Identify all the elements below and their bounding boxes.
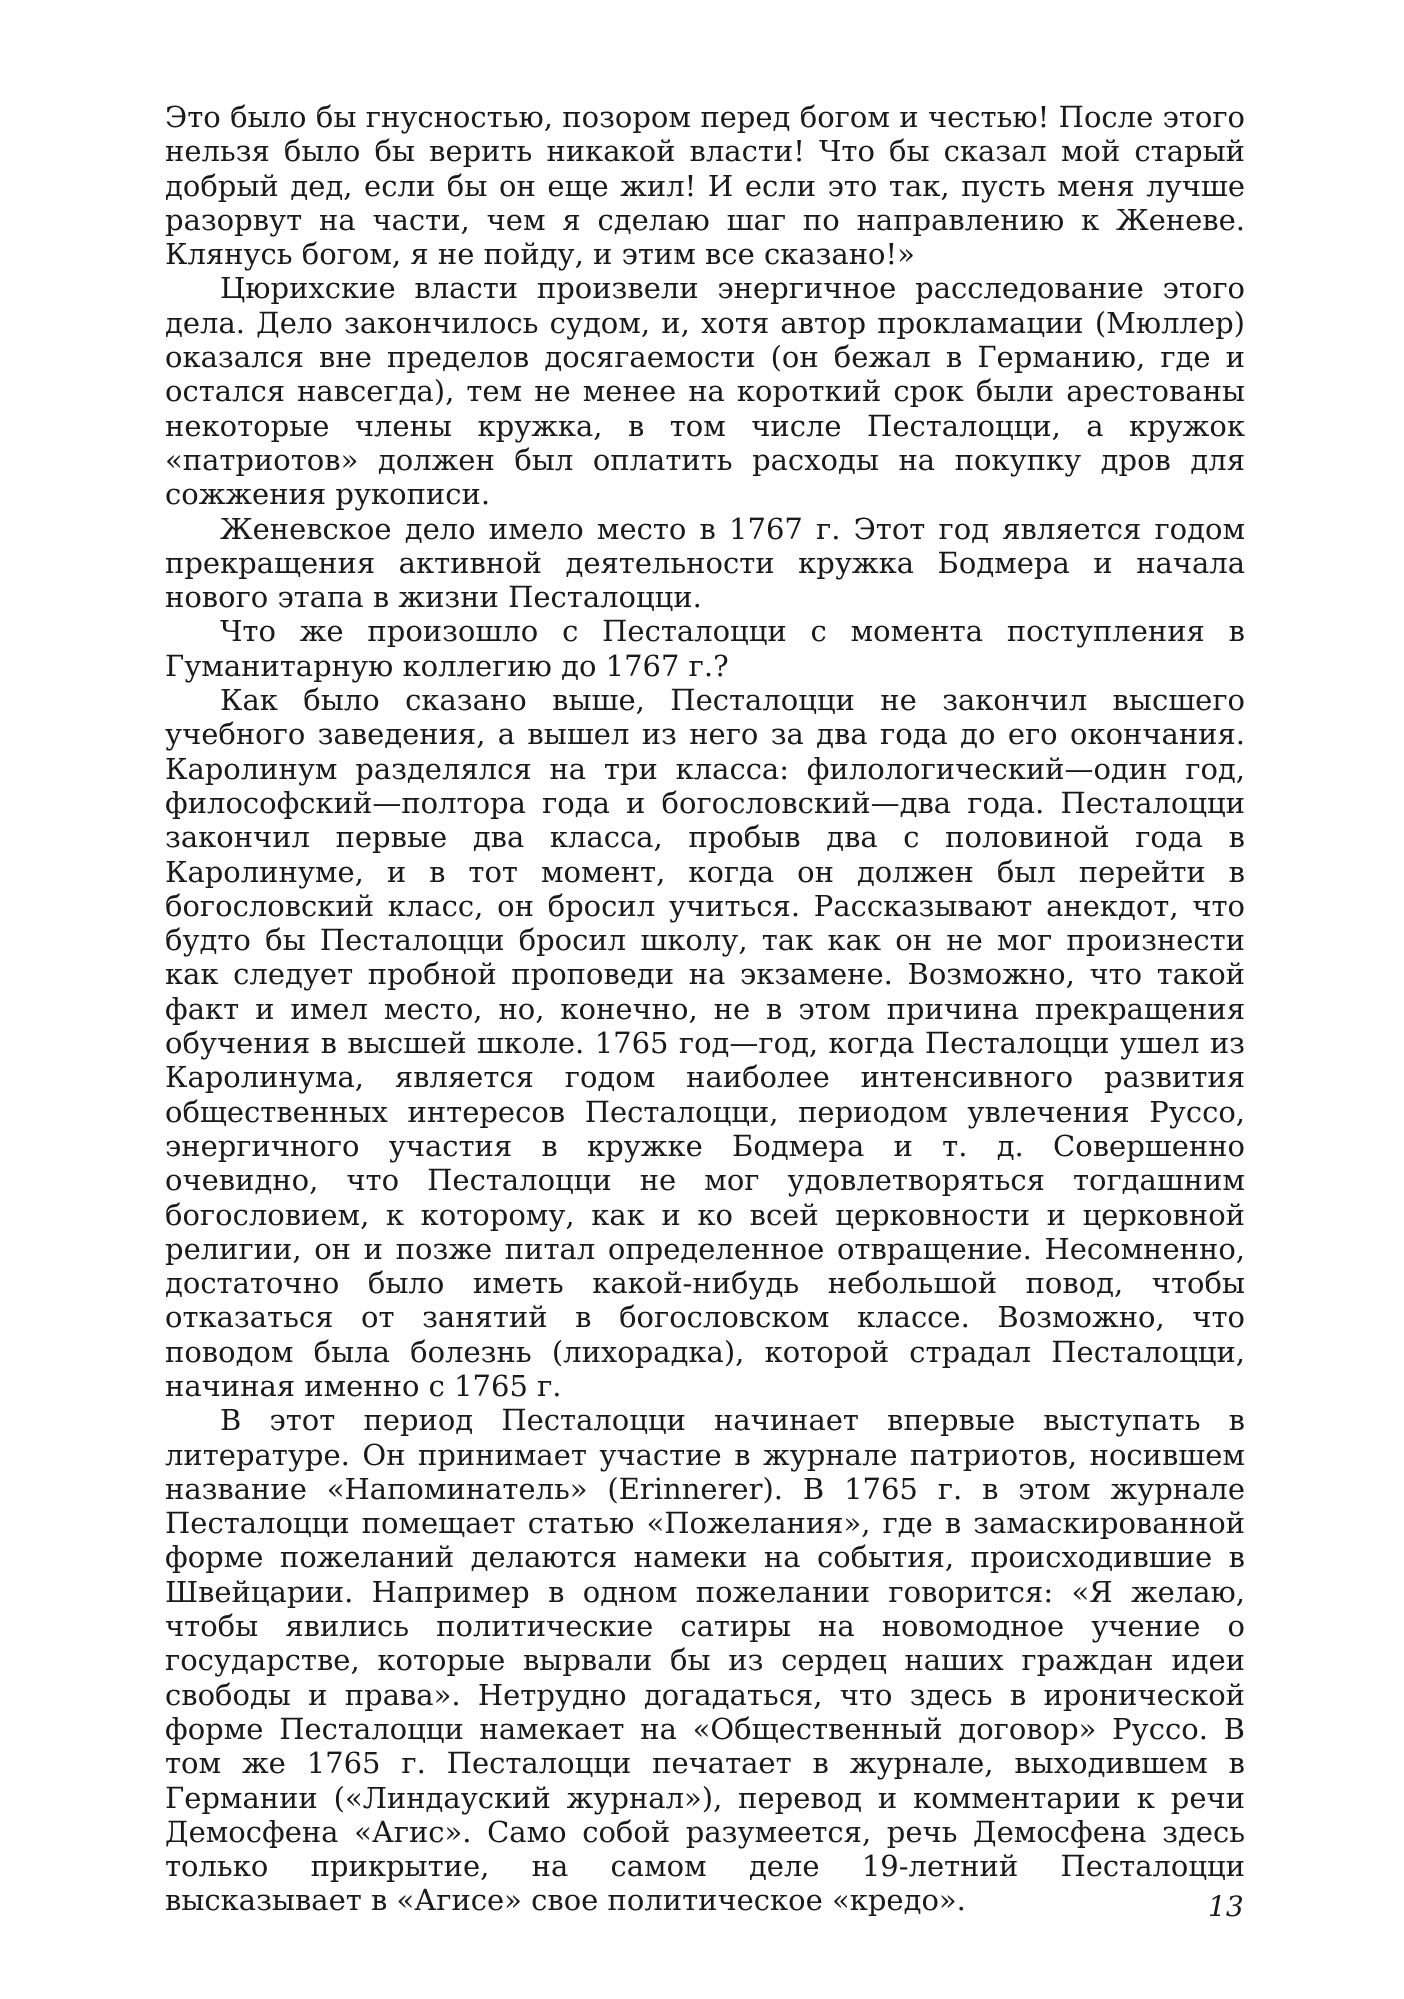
page-number: 13 <box>1208 1890 1244 1923</box>
paragraph-6: В этот период Песталоцци начинает впервые выступать в литературе. Он принимает участие в журнале патриотов, носившем название «Напоминатель» (Erinnerer). В 1765 г. в этом журнале Песталоцци помещает статью «Пожелания», где в замаскированной форме пожеланий делаются намеки на события, происходившие в Швейцарии. Например в одном пожелании говорится: «Я желаю, чтобы явились политические сатиры на новомодное учение о государстве, которые вырвали бы из сердец наших граждан идеи свободы и права». Нетрудно догадаться, что здесь в иронической форме Песталоцци намекает на «Общественный договор» Руссо. В том же 1765 г. Песталоцци печатает в журнале, выходившем в Германии («Линдауский журнал»), перевод и комментарии к речи Демосфена «Агис». Само собой разумеется, речь Демосфена здесь только прикрытие, на самом деле 19-летний Песталоцци высказывает в «Агисе» свое политическое «кредо». <box>165 1403 1245 1918</box>
paragraph-5: Как было сказано выше, Песталоцци не закончил высшего учебного заведения, а вышел из него за два года до его окончания. Каролинум разделялся на три класса: филологический—один год, философский—полтора года и богословский—два года. Песталоцци закончил первые два класса, пробыв два с половиной года в Каролинуме, и в тот момент, когда он должен был перейти в богословский класс, он бросил учиться. Рассказывают анекдот, что будто бы Песталоцци бросил школу, так как он не мог произнести как следует пробной проповеди на экзамене. Возможно, что такой факт и имел место, но, конечно, не в этом причина прекращения обучения в высшей школе. 1765 год—год, когда Песталоцци ушел из Каролинума, является годом наиболее интенсивного развития общественных интересов Песталоцци, периодом увлечения Руссо, энергичного участия в кружке Бодмера и т. д. Совершенно очевидно, что Песталоцци не мог удовлетворяться тогдашним богословием, к которому, как и ко всей церковности и церковной религии, он и позже питал определенное отвращение. Несомненно, достаточно было иметь какой-нибудь небольшой повод, чтобы отказаться от занятий в богословском классе. Возможно, что поводом была болезнь (лихорадка), которой страдал Песталоцци, начиная именно с 1765 г. <box>165 683 1245 1403</box>
paragraph-4: Что же произошло с Песталоцци с момента поступления в Гуманитарную коллегию до 1767 г.? <box>165 614 1245 683</box>
paragraph-2: Цюрихские власти произвели энергичное расследование этого дела. Дело закончилось судом, и, хотя автор прокламации (Мюллер) оказался вне пределов досягаемости (он бежал в Германию, где и остался навсегда), тем не менее на короткий срок были арестованы некоторые члены кружка, в том числе Песталоцци, а кружок «патриотов» должен был оплатить расходы на покупку дров для сожжения рукописи. <box>165 271 1245 512</box>
paragraph-3: Женевское дело имело место в 1767 г. Этот год является годом прекращения активной деятельности кружка Бодмера и начала нового этапа в жизни Песталоцци. <box>165 511 1245 615</box>
body-text <box>165 100 1245 1918</box>
paragraph-1: Это было бы гнусностью, позором перед богом и честью! После этого нельзя было бы верить никакой власти! Что бы сказал мой старый добрый дед, если бы он еще жил! И если это так, пусть меня лучше разорвут на части, чем я сделаю шаг по направлению к Женеве. Клянусь богом, я не пойду, и этим все сказано!» <box>165 100 1245 272</box>
